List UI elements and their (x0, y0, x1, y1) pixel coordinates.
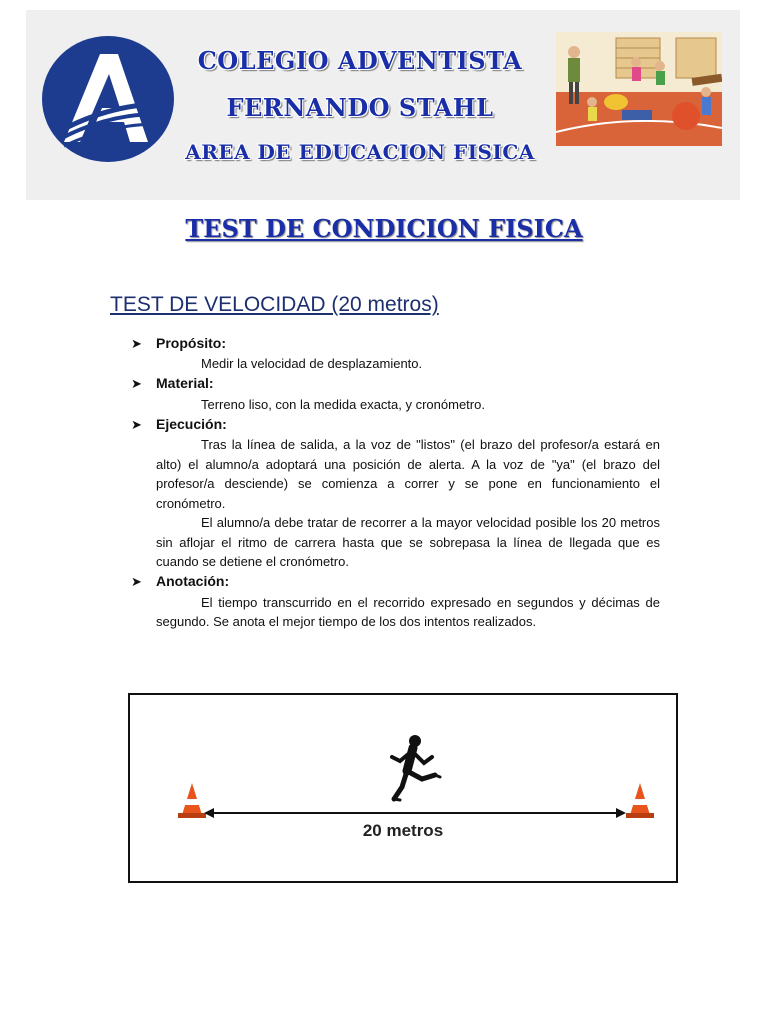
item-paragraph: Terreno liso, con la medida exacta, y cronómetro. (201, 396, 485, 412)
item-annotation (131, 572, 660, 632)
school-name-line1: COLEGIO ADVENTISTA (197, 46, 523, 75)
item-material (131, 374, 660, 415)
runner-icon (392, 735, 440, 800)
gym-illustration (556, 32, 722, 146)
school-name-line2: FERNANDO STAHL (226, 93, 494, 122)
item-execution (131, 414, 660, 572)
finish-cone-icon (626, 783, 654, 818)
item-paragraph: Tras la línea de salida, a la voz de "listos" (el brazo del profesor/a estará en alto) el alumno/a adoptará una posición de alerta. A la voz de "ya" (el brazo del profesor/a desciende) se comienza a correr y se pone en funcionamiento el cronómetro. (156, 437, 660, 511)
department-name: AREA DE EDUCACION FISICA (185, 140, 535, 164)
test-description (131, 333, 660, 632)
speed-test-diagram (128, 693, 678, 883)
item-heading: Material: (156, 375, 214, 392)
school-logo (40, 34, 176, 164)
distance-label: 20 metros (362, 821, 444, 840)
arrow-bullet-icon: ➤ (131, 335, 142, 351)
arrow-bullet-icon: ➤ (131, 376, 142, 392)
item-heading: Anotación: (156, 573, 230, 590)
item-purpose (131, 333, 660, 374)
section-title: TEST DE VELOCIDAD (20 metros) (110, 293, 439, 316)
start-cone-icon (178, 783, 206, 818)
item-heading: Ejecución: (156, 415, 227, 432)
arrow-bullet-icon: ➤ (131, 574, 142, 590)
item-paragraph: El alumno/a debe tratar de recorrer a la mayor velocidad posible los 20 metros sin aflojar el ritmo de carrera hasta que se sobrepasa la línea de llegada que es cuando se detiene el cronómetro. (156, 515, 660, 569)
item-heading: Propósito: (156, 334, 226, 351)
arrow-bullet-icon: ➤ (131, 416, 142, 432)
item-paragraph: El tiempo transcurrido en el recorrido expresado en segundos y décimas de segundo. Se anota el mejor tiempo de los dos intentos realizados. (156, 594, 660, 629)
item-paragraph: Medir la velocidad de desplazamiento. (201, 356, 423, 371)
distance-arrow (204, 808, 626, 818)
document-title: TEST DE CONDICION FISICA (185, 214, 583, 243)
